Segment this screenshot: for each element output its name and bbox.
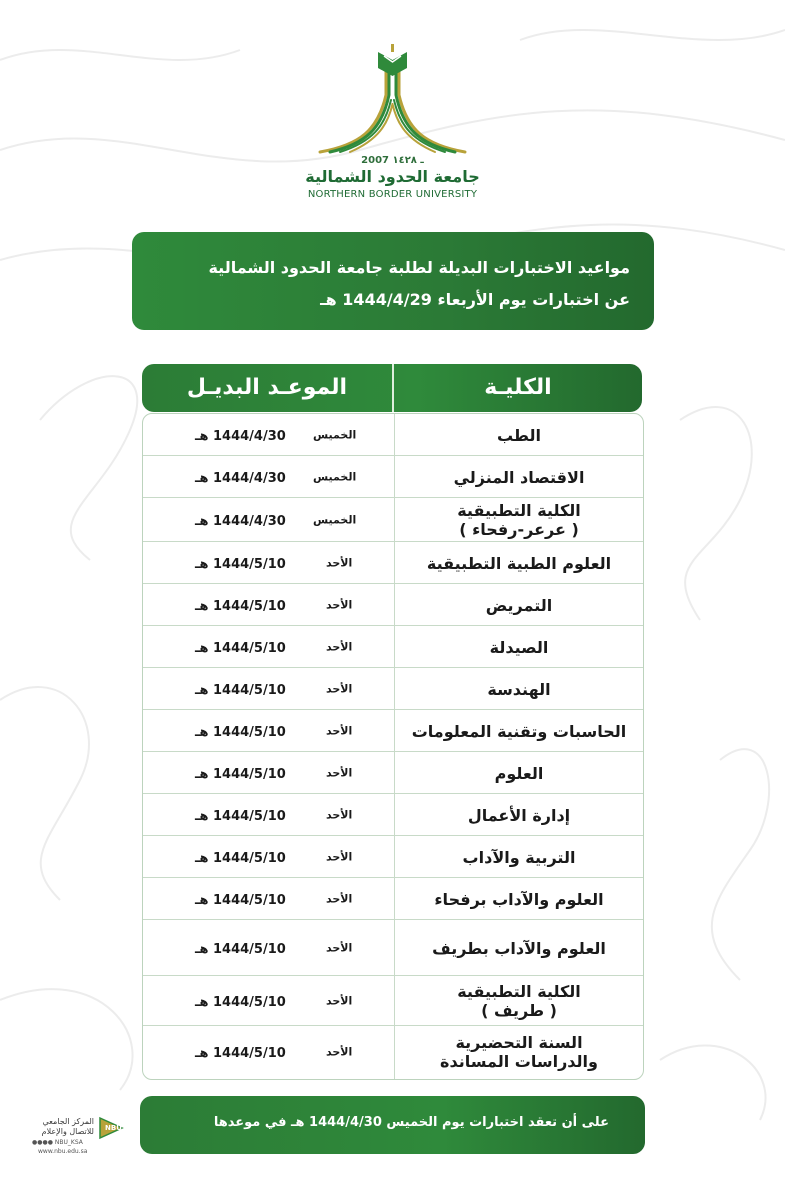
column-header-college: الكليـة (484, 375, 552, 400)
university-book-arch-icon (300, 40, 485, 155)
college-name: الكلية التطبيقية ( عرعر-رفحاء ) (457, 501, 581, 539)
table-row (143, 498, 643, 542)
day-label: الخميس (313, 470, 357, 484)
date-cell (143, 878, 394, 920)
media-center-line2: للاتصال والإعلام (41, 1127, 94, 1136)
college-name: التمريض (485, 595, 553, 615)
table-row (143, 920, 643, 976)
day-label: الأحد (326, 941, 353, 955)
instagram-icon: ● (37, 1139, 43, 1146)
day-label: الخميس (313, 513, 357, 527)
college-cell (395, 456, 643, 498)
date-value: 1444/5/10 هـ (195, 725, 286, 740)
table-row (143, 542, 643, 584)
social-handle-text: NBU_KSA (54, 1139, 83, 1146)
college-cell (395, 668, 643, 710)
college-name: التربية والآداب (462, 847, 576, 867)
day-label: الخميس (313, 428, 357, 442)
date-value: 1444/4/30 هـ (195, 514, 286, 529)
date-cell (143, 1026, 394, 1077)
college-cell (395, 878, 643, 920)
college-cell (395, 626, 643, 668)
date-value: 1444/5/10 هـ (195, 995, 286, 1010)
table-row (143, 752, 643, 794)
date-value: 1444/5/10 هـ (195, 683, 286, 698)
day-label: الأحد (326, 994, 353, 1008)
footer-banner (140, 1096, 645, 1154)
date-cell (143, 584, 394, 626)
date-value: 1444/5/10 هـ (195, 809, 286, 824)
date-cell (143, 836, 394, 878)
column-header-date: الموعـد البديـل (186, 375, 348, 400)
established-year: 2007 ـ ١٤٢٨ (361, 155, 424, 166)
university-logo (300, 40, 485, 205)
snapchat-icon: ● (42, 1139, 48, 1146)
university-name-ar: جامعة الحدود الشمالية (305, 167, 480, 186)
table-row (143, 626, 643, 668)
table-row (143, 456, 643, 498)
college-name: الحاسبات وتقنية المعلومات (411, 721, 627, 741)
table-row (143, 878, 643, 920)
social-handle (32, 1139, 83, 1146)
date-cell (143, 710, 394, 752)
schedule-table (142, 413, 644, 1080)
table-row (143, 1026, 643, 1077)
date-cell (143, 498, 394, 542)
twitter-icon: ● (32, 1139, 38, 1146)
college-cell (395, 836, 643, 878)
header-subtitle: عن اختبارات يوم الأربعاء 1444/4/29 هـ (320, 290, 630, 309)
university-name-en: NORTHERN BORDER UNIVERSITY (307, 189, 478, 200)
table-row (143, 584, 643, 626)
table-row (143, 710, 643, 752)
college-name: الطب (496, 425, 541, 445)
date-cell (143, 626, 394, 668)
date-cell (143, 920, 394, 976)
date-value: 1444/4/30 هـ (195, 429, 286, 444)
date-value: 1444/5/10 هـ (195, 767, 286, 782)
college-name: الاقتصاد المنزلي (453, 467, 585, 487)
date-value: 1444/5/10 هـ (195, 893, 286, 908)
day-label: الأحد (326, 766, 353, 780)
youtube-icon: ● (47, 1139, 53, 1146)
date-value: 1444/5/10 هـ (195, 599, 286, 614)
day-label: الأحد (326, 1045, 353, 1058)
college-name: السنة التحضيرية والدراسات المساندة (440, 1032, 598, 1071)
header-banner (132, 232, 654, 330)
date-value: 1444/5/10 هـ (195, 851, 286, 866)
day-label: الأحد (326, 682, 353, 696)
date-value: 1444/5/10 هـ (195, 557, 286, 572)
college-cell (395, 414, 643, 456)
media-center-line1: المركز الجامعي (42, 1117, 94, 1126)
date-value: 1444/5/10 هـ (195, 942, 286, 957)
table-header (142, 364, 642, 412)
date-value: 1444/5/10 هـ (195, 641, 286, 656)
day-label: الأحد (326, 640, 353, 654)
date-cell (143, 668, 394, 710)
day-label: الأحد (326, 598, 353, 612)
day-label: الأحد (326, 850, 353, 864)
date-cell (143, 542, 394, 584)
date-value: 1444/5/10 هـ (195, 1045, 286, 1061)
college-cell (395, 1026, 643, 1077)
table-row (143, 976, 643, 1026)
college-cell (395, 710, 643, 752)
college-name: الكلية التطبيقية ( طريف ) (457, 982, 581, 1020)
college-name: العلوم والآداب برفحاء (434, 889, 604, 909)
day-label: الأحد (326, 808, 353, 822)
college-name: إدارة الأعمال (467, 805, 571, 825)
date-cell (143, 752, 394, 794)
header-title: مواعيد الاختبارات البديلة لطلبة جامعة الحدود الشمالية (208, 258, 630, 277)
date-cell (143, 976, 394, 1026)
college-cell (395, 920, 643, 976)
table-row (143, 414, 643, 456)
table-row (143, 668, 643, 710)
day-label: الأحد (326, 556, 353, 570)
college-cell (395, 542, 643, 584)
college-name: العلوم والآداب بطريف (432, 938, 606, 958)
date-value: 1444/4/30 هـ (195, 471, 286, 486)
college-cell (395, 498, 643, 542)
table-row (143, 836, 643, 878)
college-cell (395, 794, 643, 836)
college-name: الهندسة (487, 679, 551, 699)
college-cell (395, 976, 643, 1026)
college-name: العلوم (494, 763, 544, 783)
date-cell (143, 456, 394, 498)
footer-note: على أن تعقد اختبارات يوم الخميس 1444/4/30 هـ في موعدها (213, 1115, 609, 1130)
day-label: الأحد (326, 724, 353, 738)
college-cell (395, 752, 643, 794)
day-label: الأحد (326, 892, 353, 906)
college-name: الصيدلة (489, 637, 549, 657)
website-link[interactable]: www.nbu.edu.sa (38, 1148, 88, 1155)
nbu-badge-text: NBU (105, 1124, 122, 1132)
college-name: العلوم الطبية التطبيقية (426, 553, 612, 573)
media-center-logo (30, 1115, 130, 1160)
date-cell (143, 414, 394, 456)
table-row (143, 794, 643, 836)
college-cell (395, 584, 643, 626)
date-cell (143, 794, 394, 836)
